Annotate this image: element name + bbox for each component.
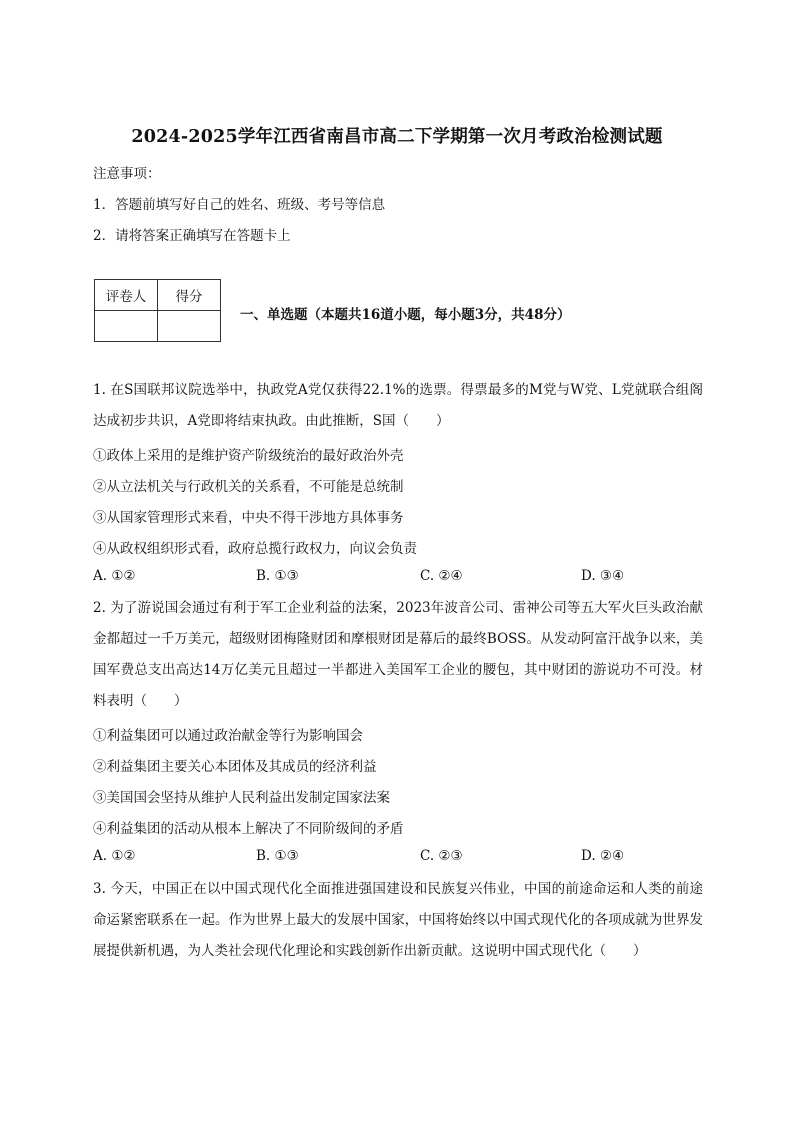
option-d[interactable]: D. ②④ [581, 848, 625, 864]
question-2-statement: ②利益集团主要关心本团体及其成员的经济利益 [93, 759, 377, 775]
score-table [94, 279, 221, 342]
option-a[interactable]: A. ①② [93, 848, 136, 864]
question-1-stem: 1. 在S国联邦议院选举中，执政党A党仅获得22.1%的选票。得票最多的M党与W党、L党就联合组阁达成初步共识，A党即将结束执政。由此推断，S国（ ） [93, 382, 703, 429]
question-1-statement: ④从政权组织形式看，政府总揽行政权力，向议会负责 [93, 541, 417, 557]
question-2-stem: 2. 为了游说国会通过有利于军工企业利益的法案，2023年波音公司、雷神公司等五大军火巨头政治献金都超过一千万美元，超级财团梅隆财团和摩根财团是幕后的最终BOSS。从发动阿富汗战争以来，美国军费总支出高达14万亿美元且超过一半都进入美国军工企业的腰包，其中财团的游说功不可没。材料表明（ ） [93, 600, 703, 709]
reviewer-cell[interactable] [95, 311, 158, 342]
option-b[interactable]: B. ①③ [256, 848, 299, 864]
score-table-header-row [95, 280, 221, 311]
question-1-options [93, 568, 713, 588]
score-cell[interactable] [158, 311, 221, 342]
notice-item: 1．答题前填写好自己的姓名、班级、考号等信息 [93, 197, 386, 213]
question-3-stem: 3. 今天，中国正在以中国式现代化全面推进强国建设和民族复兴伟业，中国的前途命运和人类的前途命运紧密联系在一起。作为世界上最大的发展中国家，中国将始终以中国式现代化的各项成就为世界发展提供新机遇，为人类社会现代化理论和实践创新作出新贡献。这说明中国式现代化（ ） [93, 881, 703, 959]
question-1-statement: ①政体上采用的是维护资产阶级统治的最好政治外壳 [93, 448, 404, 464]
option-b[interactable]: B. ①③ [256, 568, 299, 584]
question-1-statement: ③从国家管理形式来看，中央不得干涉地方具体事务 [93, 510, 404, 526]
option-d[interactable]: D. ③④ [581, 568, 625, 584]
exam-title: 2024-2025学年江西省南昌市高二下学期第一次月考政治检测试题 [131, 127, 663, 147]
reviewer-header: 评卷人 [95, 280, 158, 311]
score-table-input-row [95, 311, 221, 342]
question-2-statement: ④利益集团的活动从根本上解决了不同阶级间的矛盾 [93, 821, 404, 837]
question-2-statement: ①利益集团可以通过政治献金等行为影响国会 [93, 728, 363, 744]
question-1-statement: ②从立法机关与行政机关的关系看，不可能是总统制 [93, 479, 404, 495]
option-a[interactable]: A. ①② [93, 568, 136, 584]
option-c[interactable]: C. ②④ [420, 568, 463, 584]
question-2-options [93, 848, 713, 868]
section-heading: 一、单选题（本题共16道小题，每小题3分，共48分） [240, 307, 571, 323]
option-c[interactable]: C. ②③ [420, 848, 463, 864]
score-header: 得分 [158, 280, 221, 311]
notice-heading: 注意事项： [93, 166, 161, 182]
notice-item: 2．请将答案正确填写在答题卡上 [93, 228, 291, 244]
question-2-statement: ③美国国会坚持从维护人民利益出发制定国家法案 [93, 790, 390, 806]
